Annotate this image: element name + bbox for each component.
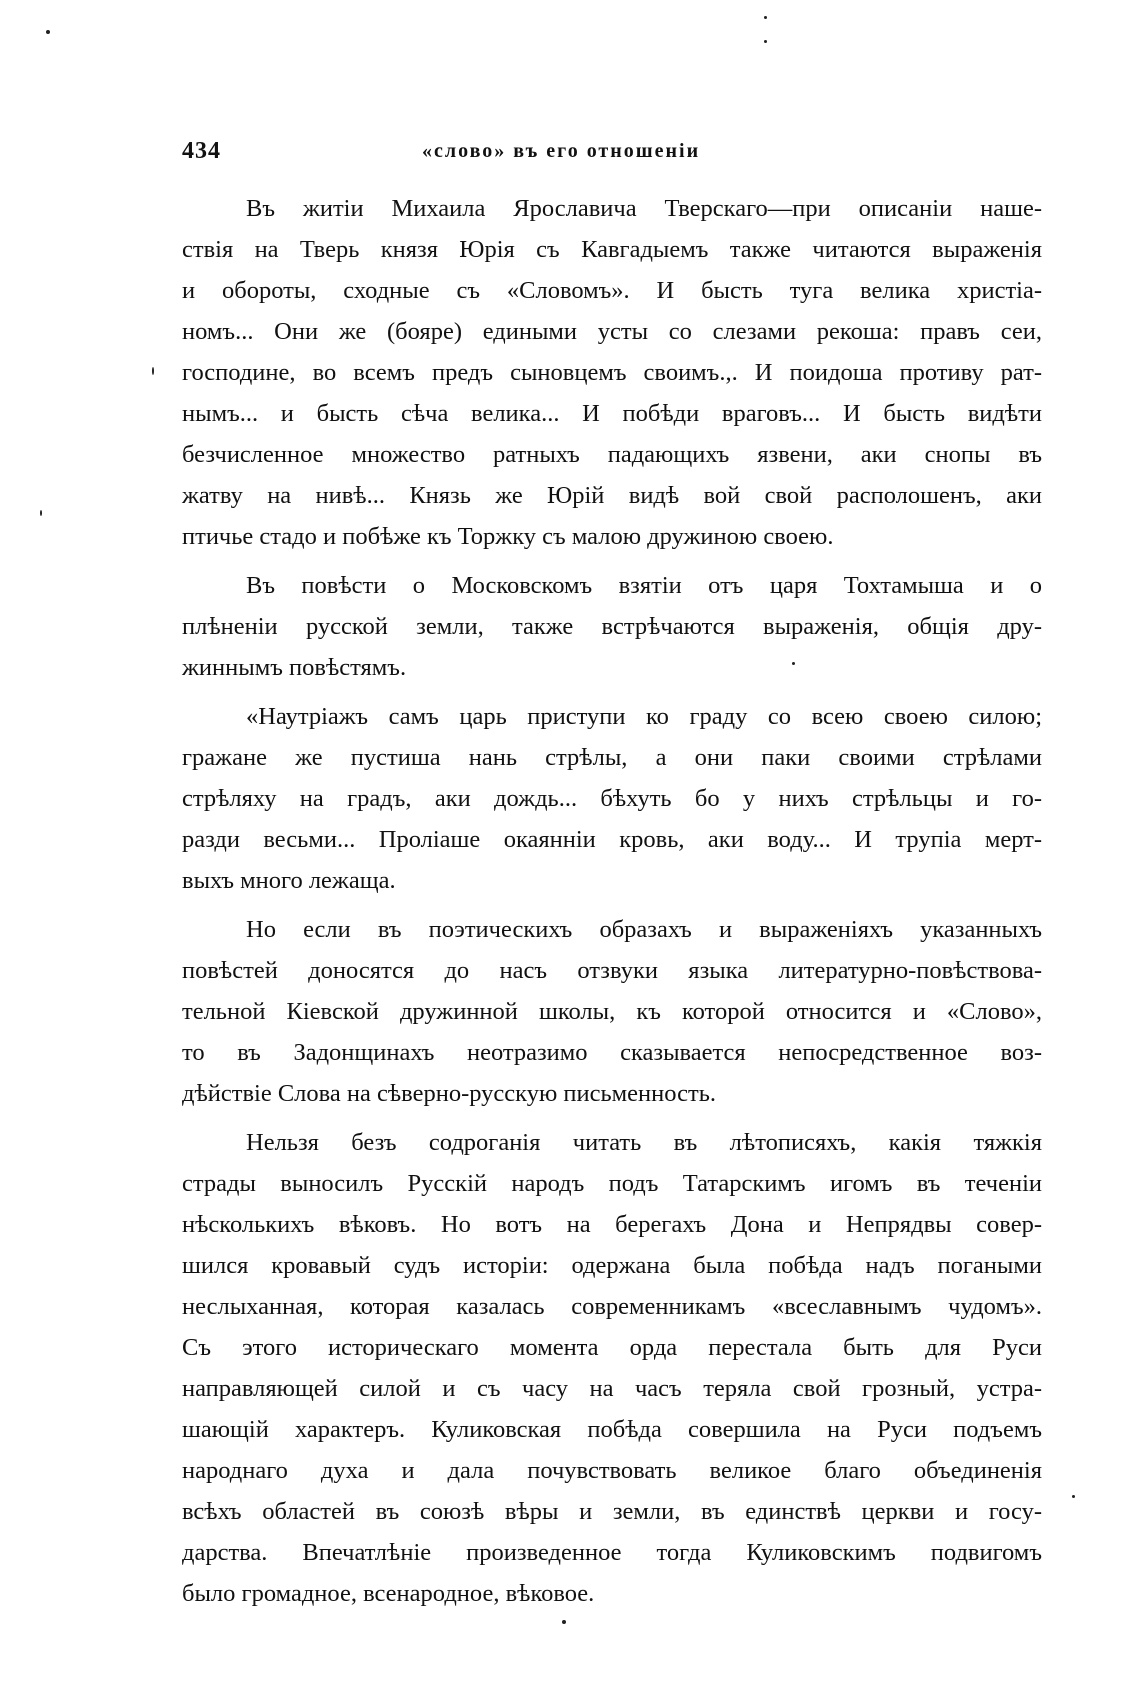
text-line: народнаго духа и дала почувствовать великое благо объединенiя xyxy=(182,1457,1042,1484)
scan-speck xyxy=(40,510,42,516)
text-line: безчисленное множество ратныхъ падающихъ язвени, аки снопы въ xyxy=(182,441,1042,468)
text-line: направляющей силой и съ часу на часъ теряла свой грозный, устра- xyxy=(182,1375,1042,1402)
scan-speck xyxy=(764,40,767,43)
text-line: тельной Кiевской дружинной школы, къ которой относится и «Слово», xyxy=(182,998,1042,1025)
text-line: и обороты, сходные съ «Словомъ». И бысть туга велика христiа- xyxy=(182,277,1042,304)
text-line: Съ этого историческаго момента орда перестала быть для Руси xyxy=(182,1334,1042,1361)
running-head xyxy=(182,138,1042,168)
scan-speck xyxy=(46,30,50,34)
text-line: неслыханная, которая казалась современникамъ «всеславнымъ чудомъ». xyxy=(182,1293,1042,1320)
text-line: нымъ... и бысть сѣча велика... И побѣди враговъ... И бысть видѣти xyxy=(182,400,1042,427)
scan-speck xyxy=(792,662,795,665)
text-line: жиннымъ повѣстямъ. xyxy=(182,654,407,681)
text-line: стрѣляху на градъ, аки дождь... бѣхуть бо у нихъ стрѣльцы и го- xyxy=(182,785,1042,812)
text-line: плѣненiи русской земли, также встрѣчаются выраженiя, общiя дру- xyxy=(182,613,1042,640)
text-line: страды выносилъ Русскiй народъ подъ Татарскимъ игомъ въ теченiи xyxy=(182,1170,1042,1197)
text-line: Но если въ поэтическихъ образахъ и выраженiяхъ указанныхъ xyxy=(246,916,1042,943)
text-line: дѣйствiе Слова на сѣверно-русскую письменность. xyxy=(182,1080,717,1107)
text-line: всѣхъ областей въ союзѣ вѣры и земли, въ единствѣ церкви и госу- xyxy=(182,1498,1042,1525)
text-line: шился кровавый судъ исторiи: одержана была побѣда надъ погаными xyxy=(182,1252,1042,1279)
running-title: «слово» въ его отношенiи xyxy=(422,140,701,162)
paragraph-2 xyxy=(182,565,1042,688)
scan-speck xyxy=(562,1620,566,1624)
text-line: Въ повѣсти о Московскомъ взятiи отъ царя Тохтамыша и о xyxy=(246,572,1042,599)
scan-speck xyxy=(152,367,154,375)
scan-speck xyxy=(764,16,767,19)
text-line: выхъ много лежаща. xyxy=(182,867,396,894)
paragraph-1 xyxy=(182,188,1042,557)
text-line: гражане же пустиша нань стрѣлы, а они паки своими стрѣлами xyxy=(182,744,1042,771)
text-line: нѣсколькихъ вѣковъ. Но вотъ на берегахъ Дона и Непрядвы совер- xyxy=(182,1211,1042,1238)
text-line: господине, во всемъ предъ сыновцемъ своимъ.,. И поидоша противу рат- xyxy=(182,359,1042,386)
text-line: разди весьми... Пролiаше окаяннiи кровь, аки воду... И трупiа мерт- xyxy=(182,826,1042,853)
body-text xyxy=(182,188,1042,1614)
paragraph-5 xyxy=(182,1122,1042,1614)
page-number: 434 xyxy=(182,138,221,164)
text-line: жатву на нивѣ... Князь же Юрiй видѣ вой свой располошенъ, аки xyxy=(182,482,1042,509)
paragraph-4 xyxy=(182,909,1042,1114)
text-line: дарства. Впечатлѣнiе произведенное тогда Куликовскимъ подвигомъ xyxy=(182,1539,1042,1566)
text-line: птичье стадо и побѣже къ Торжку съ малою дружиною своею. xyxy=(182,523,834,550)
scan-speck xyxy=(1072,1495,1075,1498)
text-line: Нельзя безъ содроганiя читать въ лѣтописяхъ, какiя тяжкiя xyxy=(246,1129,1042,1156)
text-line: ствiя на Тверь князя Юрiя съ Кавгадыемъ также читаются выраженiя xyxy=(182,236,1042,263)
text-line: шающiй характеръ. Куликовская побѣда совершила на Руси подъемъ xyxy=(182,1416,1042,1443)
text-line: было громадное, всенародное, вѣковое. xyxy=(182,1580,595,1607)
text-line: «Наутрiажъ самъ царь приступи ко граду со всею своею силою; xyxy=(246,703,1042,730)
text-line: то въ Задонщинахъ неотразимо сказывается непосредственное воз- xyxy=(182,1039,1042,1066)
text-line: номъ... Они же (бояре) едиными усты со слезами рекоша: правъ сеи, xyxy=(182,318,1042,345)
text-line: повѣстей доносятся до насъ отзвуки языка литературно-повѣствова- xyxy=(182,957,1042,984)
paragraph-3-quote xyxy=(182,696,1042,901)
text-line: Въ житiи Михаила Ярославича Тверскаго—при описанiи наше- xyxy=(246,195,1042,222)
